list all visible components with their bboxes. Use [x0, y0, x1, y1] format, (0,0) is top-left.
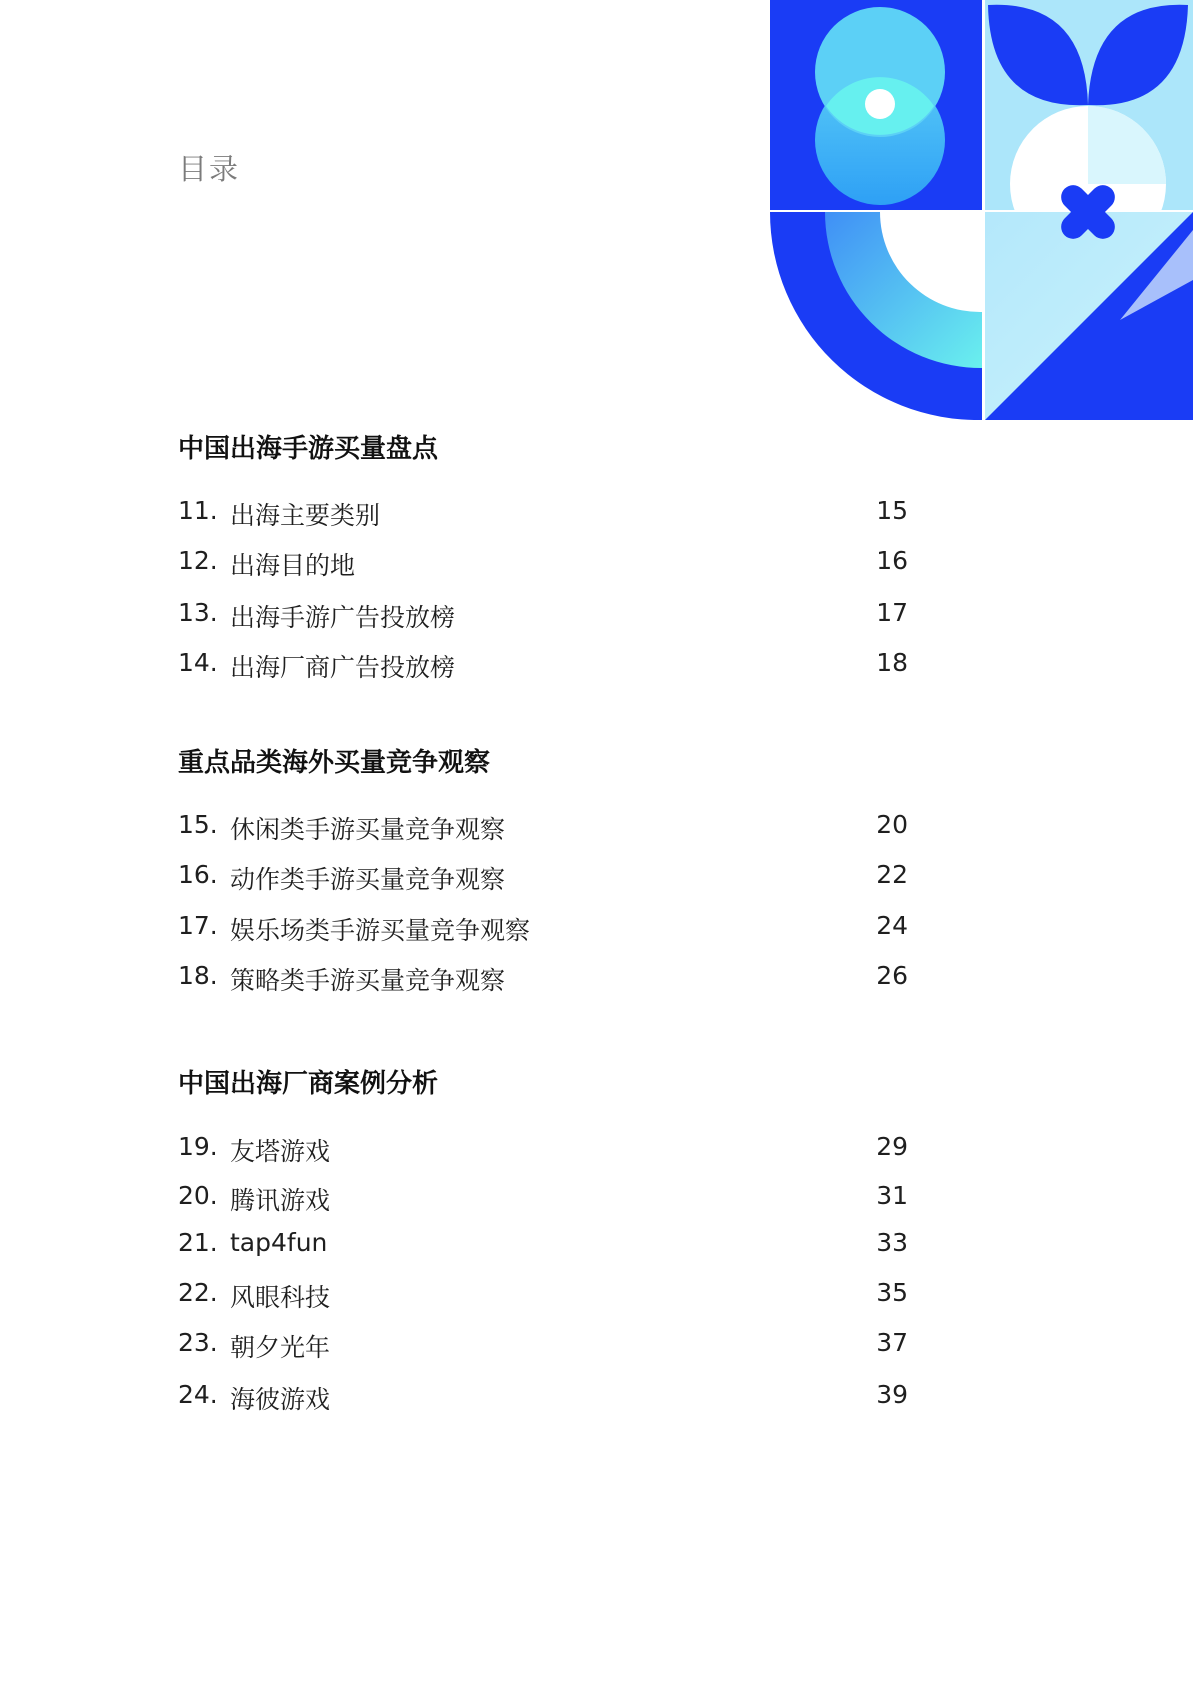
entry-page: 39	[876, 1380, 908, 1409]
entry-page: 26	[876, 961, 908, 990]
entry-number: 19.	[178, 1132, 218, 1161]
entry-label: 腾讯游戏	[230, 1186, 331, 1215]
toc-entry[interactable]	[178, 546, 908, 580]
entry-number: 17.	[178, 911, 218, 940]
entry-number: 13.	[178, 598, 218, 627]
entry-label: tap4fun	[230, 1228, 328, 1257]
entry-page: 17	[876, 598, 908, 627]
entry-number: 21.	[178, 1228, 218, 1257]
entry-number: 22.	[178, 1278, 218, 1307]
entry-page: 35	[876, 1278, 908, 1307]
toc-entry[interactable]	[178, 1328, 908, 1362]
toc-entry[interactable]	[178, 598, 908, 632]
entry-label: 出海厂商广告投放榜	[230, 653, 456, 682]
entry-label: 出海目的地	[230, 551, 356, 580]
tile-arc	[770, 212, 982, 420]
entry-page: 22	[876, 860, 908, 889]
toc-entry[interactable]	[178, 961, 908, 995]
toc-entry[interactable]	[178, 648, 908, 682]
entry-label: 出海主要类别	[230, 501, 381, 530]
entry-label: 娱乐场类手游买量竞争观察	[230, 916, 531, 945]
entry-page: 16	[876, 546, 908, 575]
entry-label: 风眼科技	[230, 1283, 331, 1312]
section-heading: 中国出海手游买量盘点	[178, 434, 439, 464]
section-heading: 中国出海厂商案例分析	[178, 1069, 439, 1099]
entry-number: 11.	[178, 496, 218, 525]
entry-page: 29	[876, 1132, 908, 1161]
tile-circles	[770, 0, 982, 210]
toc-entry[interactable]	[178, 1228, 908, 1262]
section-heading: 重点品类海外买量竞争观察	[178, 748, 491, 778]
white-dot	[865, 89, 895, 119]
toc-entry[interactable]	[178, 1132, 908, 1166]
entry-page: 37	[876, 1328, 908, 1357]
entry-label: 休闲类手游买量竞争观察	[230, 815, 506, 844]
entry-label: 策略类手游买量竞争观察	[230, 966, 506, 995]
entry-page: 15	[876, 496, 908, 525]
decorative-geometric-artwork	[770, 0, 1193, 420]
toc-entry[interactable]	[178, 1181, 908, 1215]
entry-label: 朝夕光年	[230, 1333, 331, 1362]
entry-number: 24.	[178, 1380, 218, 1409]
toc-entry[interactable]	[178, 810, 908, 844]
entry-number: 20.	[178, 1181, 218, 1210]
entry-page: 18	[876, 648, 908, 677]
entry-page: 31	[876, 1181, 908, 1210]
toc-entry[interactable]	[178, 496, 908, 530]
entry-number: 12.	[178, 546, 218, 575]
toc-entry[interactable]	[178, 911, 908, 945]
entry-page: 20	[876, 810, 908, 839]
entry-number: 14.	[178, 648, 218, 677]
entry-page: 24	[876, 911, 908, 940]
entry-label: 海彼游戏	[230, 1385, 331, 1414]
entry-label: 动作类手游买量竞争观察	[230, 865, 506, 894]
entry-number: 18.	[178, 961, 218, 990]
page-title: 目录	[178, 152, 241, 186]
toc-entry[interactable]	[178, 1278, 908, 1312]
toc-entry[interactable]	[178, 1380, 908, 1414]
entry-number: 16.	[178, 860, 218, 889]
entry-page: 33	[876, 1228, 908, 1257]
tile-diagonal	[985, 212, 1193, 420]
entry-number: 23.	[178, 1328, 218, 1357]
entry-label: 友塔游戏	[230, 1137, 331, 1166]
toc-entry[interactable]	[178, 860, 908, 894]
entry-number: 15.	[178, 810, 218, 839]
entry-label: 出海手游广告投放榜	[230, 603, 456, 632]
